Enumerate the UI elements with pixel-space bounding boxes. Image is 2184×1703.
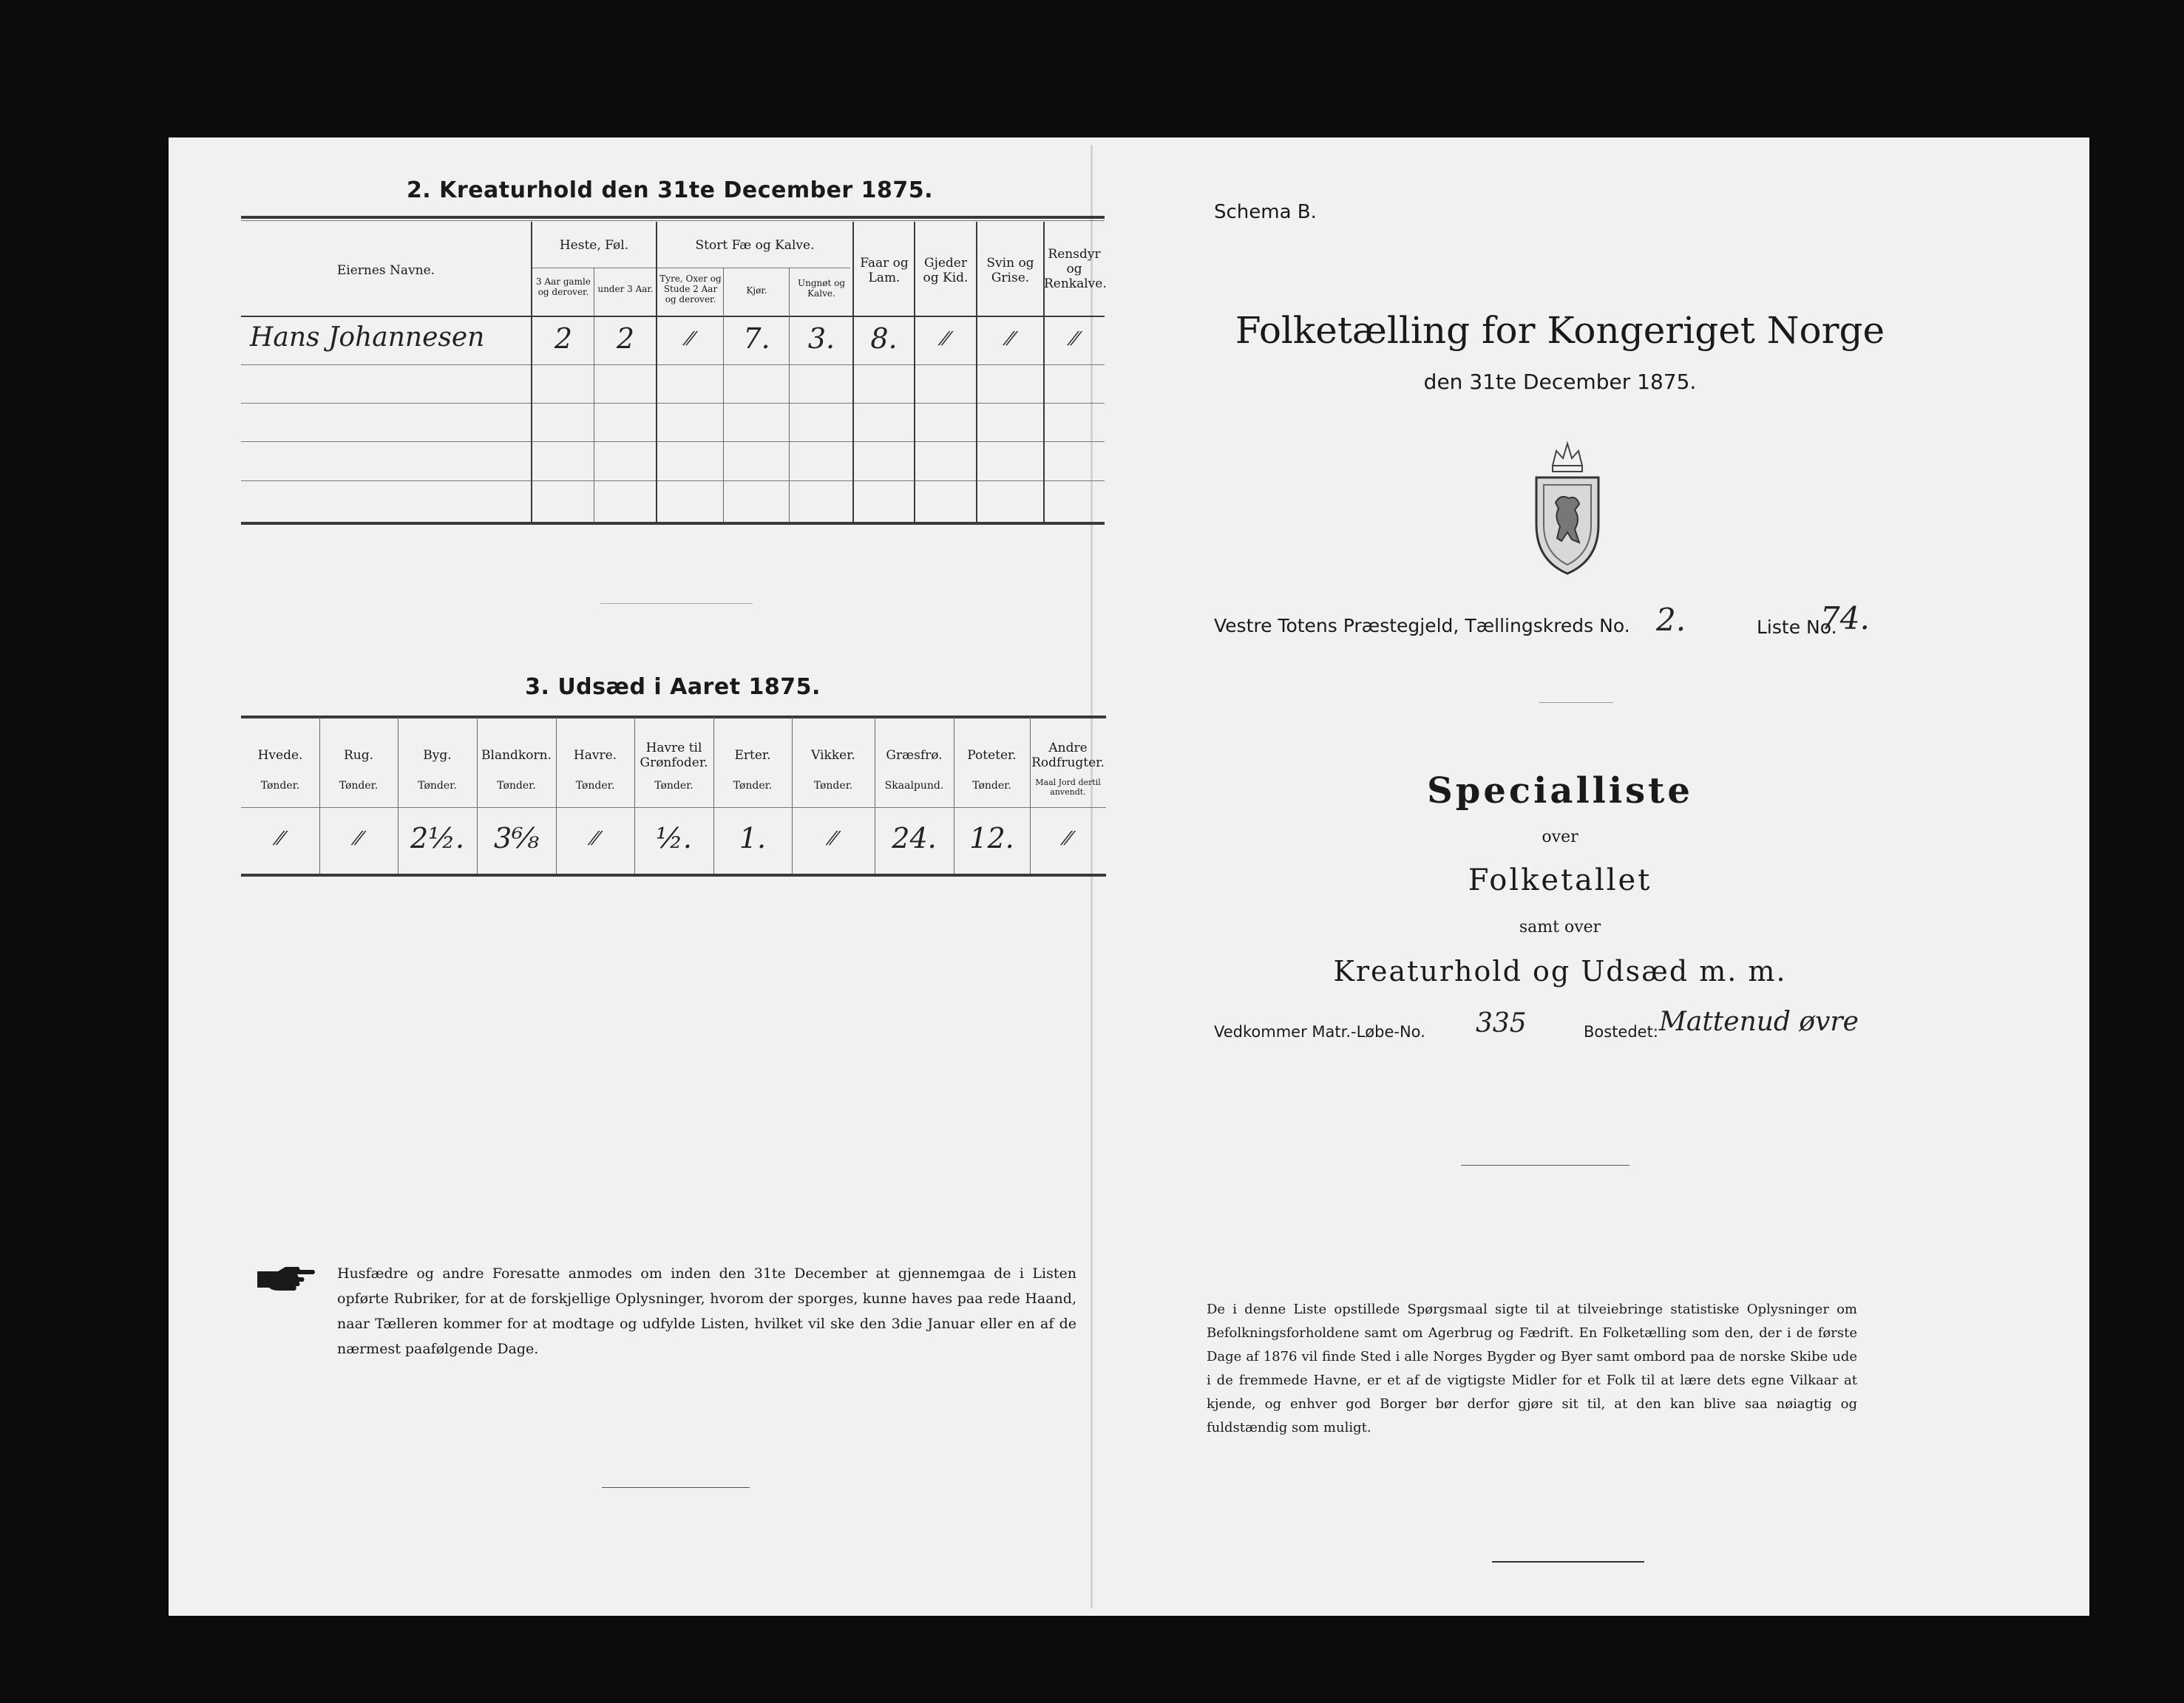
bottom-rule-left [602,1487,750,1488]
seed-barley-value: 2½. [410,822,465,854]
col-horses: Heste, Føl. [559,238,629,253]
seed-wheat-value: ⁄⁄ [277,828,284,849]
col-cattle-b: Kjør. [746,285,767,296]
seed-unit-oats: Tønder. [575,780,615,792]
seed-unit-oats-green: Tønder. [654,780,693,792]
col-owner: Eiernes Navne. [336,263,435,278]
cattle-a-value: ⁄⁄ [687,328,693,350]
seed-unit-barley: Tønder. [418,780,457,792]
seed-col-barley: Byg. [423,748,452,763]
seed-col-wheat: Hvede. [257,748,303,763]
horses-a-value: 2 [554,322,573,355]
seed-mixed-grain-value: 3⁶⁄₈ [494,822,539,854]
kreaturhold-label: Kreaturhold og Udsæd m. m. [1333,955,1787,988]
seed-oats-green-value: ½. [656,822,692,854]
seed-unit-vetch: Tønder. [813,780,853,792]
seed-unit-mixed-grain: Tønder. [497,780,536,792]
matr-label: Vedkommer Matr.-Løbe-No. [1214,1023,1425,1041]
seed-col-vetch: Vikker. [811,748,855,763]
reindeer-value: ⁄⁄ [1071,328,1078,350]
col-cattle-c: Ungnøt og Kalve. [797,278,846,299]
livestock-title: 2. Kreaturhold den 31te December 1875. [406,177,934,203]
bottom-rule-right [1492,1561,1644,1563]
bosted-value: Mattenud øvre [1659,1007,1859,1037]
liste-label: Liste No. [1757,616,1837,638]
seed-col-potatoes: Poteter. [967,748,1017,763]
district-label: Vestre Totens Præstegjeld, Tællingskreds No. [1214,615,1630,636]
owner-name: Hans Johannesen [250,322,485,353]
pigs-value: ⁄⁄ [1007,328,1014,350]
seed-vetch-value: ⁄⁄ [830,828,837,849]
col-sheep: Faar og Lam. [860,256,909,285]
folketallet-label: Folketallet [1468,863,1652,897]
col-cattle-a: Tyre, Oxer og Stude 2 Aar og derover. [659,273,722,305]
cattle-c-value: 3. [807,322,835,355]
liste-number: 74. [1820,600,1870,636]
norway-coat-of-arms-icon [1530,436,1604,577]
matr-number: 335 [1476,1008,1527,1039]
seed-unit-other: Maal Jord dertil anvendt. [1035,778,1101,797]
seed-col-other-roots: Andre Rodfrugter. [1031,741,1105,770]
seed-potatoes-value: 12. [969,822,1014,854]
seed-col-oats-green-fodder: Havre til Grønfoder. [640,741,708,770]
seed-title: 3. Udsæd i Aaret 1875. [525,674,821,700]
col-horses-a: 3 Aar gamle og derover. [536,276,591,297]
seed-col-mixed-grain: Blandkorn. [481,748,552,763]
bosted-label: Bostedet: [1584,1023,1658,1041]
col-horses-b: under 3 Aar. [597,284,654,294]
cover-footnote: De i denne Liste opstillede Spørgsmaal sigte til at tilveiebringe statistiske Oplysninger om Befolkningsforholdene samt om Agerbrug og Fædrift. En Folketælling som den, der i de første Dage af 1876 vil finde Sted i alle Norges Bygder og Byer samt ombord paa de norske Skibe ude i de fremmede Havne, er et af de vigtigste Midler for et Folk til at lære dets egne Vilkaar at kjende, og enhver god Borger bør derfor gjøre sit til, at den kan blive saa nøiagtig og fuldstændig som muligt. [1207,1302,1857,1435]
col-cattle: Stort Fæ og Kalve. [695,238,815,253]
cover-title: Folketælling for Kongeriget Norge [1235,309,1885,352]
seed-unit-rye: Tønder. [339,780,379,792]
horses-b-value: 2 [616,322,635,355]
seed-peas-value: 1. [739,822,767,854]
divider-right [1539,702,1613,703]
samt-over-label: samt over [1519,918,1601,937]
cattle-b-value: 7. [743,322,770,355]
specialliste-title: Specialliste [1427,770,1693,812]
cover-date: den 31te December 1875. [1423,370,1697,394]
notice-text: Husfædre og andre Foresatte anmodes om inden den 31te December at gjennemgaa de i Listen opførte Rubriker, for at de forskjellige Oplysninger, hvorom der sporges, kunne haves paa rede Haand, naar Tælleren kommer for at modtage og udfylde Listen, hvilket vil ske den 3die Januar eller en af de nærmest paafølgende Dage. [337,1265,1076,1357]
seed-grass-value: 24. [892,822,937,854]
district-number: 2. [1656,602,1686,638]
seed-unit-potatoes: Tønder. [972,780,1011,792]
col-goats: Gjeder og Kid. [923,256,969,285]
seed-col-grass-seed: Græsfrø. [886,748,943,763]
over-label: over [1542,828,1578,846]
seed-other-value: ⁄⁄ [1065,828,1071,849]
schema-label: Schema B. [1214,201,1317,223]
seed-col-peas: Erter. [734,748,771,763]
seed-unit-grass: Skaalpund. [884,780,944,792]
seed-rye-value: ⁄⁄ [355,828,362,849]
sheep-value: 8. [870,322,898,355]
seed-unit-peas: Tønder. [733,780,773,792]
seed-oats-value: ⁄⁄ [591,828,599,849]
goats-value: ⁄⁄ [942,328,949,350]
pointing-hand-icon [256,1265,316,1292]
seed-col-rye: Rug. [343,748,374,763]
divider [600,603,753,604]
seed-col-oats: Havre. [573,748,617,763]
cover-rule [1461,1165,1629,1166]
col-pigs: Svin og Grise. [986,256,1034,285]
col-reindeer: Rensdyr og Renkalve. [1044,247,1107,291]
seed-unit-wheat: Tønder. [260,780,300,792]
